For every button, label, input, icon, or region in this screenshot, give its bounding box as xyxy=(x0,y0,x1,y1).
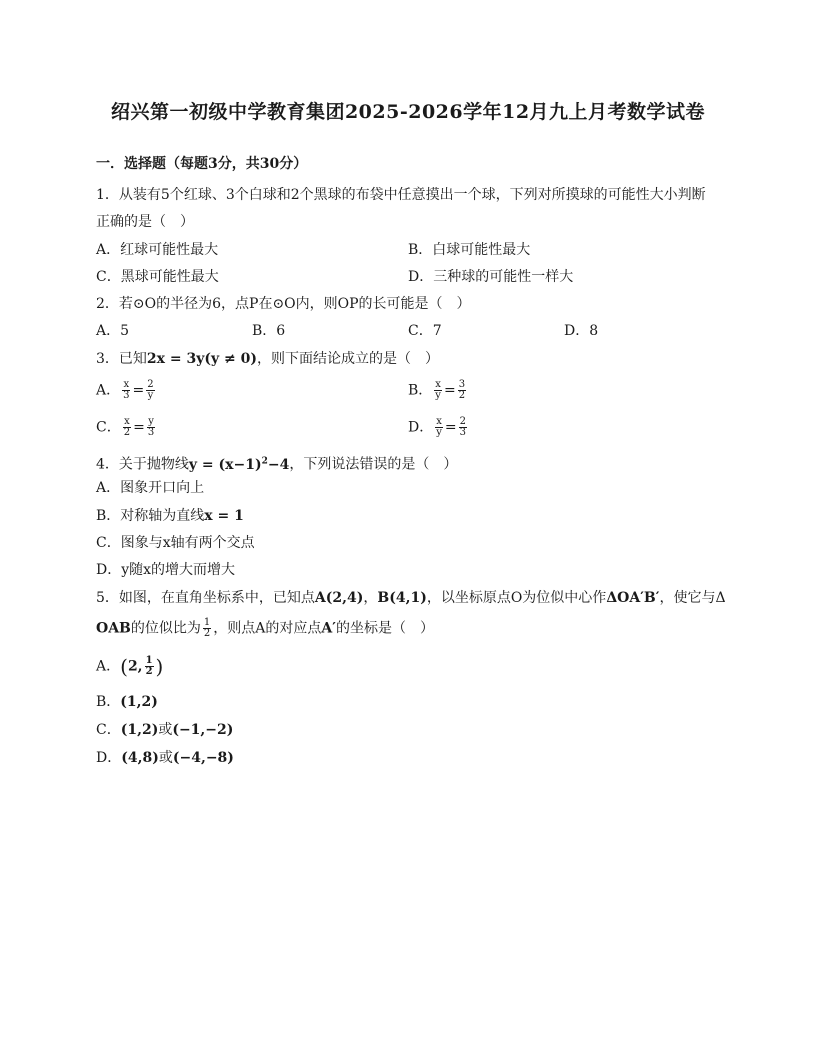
point-a: A(2,4) xyxy=(314,590,364,606)
section-heading: 一．选择题（每题3分，共30分） xyxy=(96,156,308,172)
q2-option-b: B．6 xyxy=(252,323,286,339)
q2-option-a: A．5 xyxy=(96,323,130,339)
q4-suffix: ，下列说法错误的是（ ） xyxy=(289,456,458,473)
q5-option-a-label: A． xyxy=(96,658,121,675)
q2-option-c: C．7 xyxy=(408,323,442,339)
point-a-prime: A′ xyxy=(321,620,336,637)
q1-option-b: B．白球可能性最大 xyxy=(408,242,531,258)
q5-a-fraction: $\frac{1}{2}$ xyxy=(145,655,153,677)
q3-option-a xyxy=(96,380,157,401)
point-b: B(4,1) xyxy=(377,590,427,606)
equals-sign: = xyxy=(444,419,457,436)
q3-c-right-fraction: $\frac{y}{3}$ xyxy=(147,416,155,438)
q3-option-a-label: A． xyxy=(96,382,121,399)
q3-b-left-fraction: $\frac{x}{y}$ xyxy=(435,379,441,401)
q3-c-left-fraction: $\frac{x}{2}$ xyxy=(123,416,131,438)
q4-stem xyxy=(96,451,457,475)
triangle-oa-b: ΔOA′B′ xyxy=(606,590,660,606)
equals-sign: = xyxy=(132,382,145,399)
q3-expression: 2x = 3y(y ≠ 0) xyxy=(146,351,257,367)
q4-option-b-expression: x = 1 xyxy=(204,508,244,524)
q5-option-d-label: D． xyxy=(96,750,122,766)
q3-b-right-fraction: $\frac{3}{2}$ xyxy=(458,379,466,401)
q1-option-c: C．黑球可能性最大 xyxy=(96,269,219,285)
q4-option-b-text: B．对称轴为直线 xyxy=(96,508,205,524)
q5-stem-line1: 5．如图，在直角坐标系中，已知点A(2,4)，B(4,1)，以坐标原点O为位似中心作ΔOA′B′，使它与Δ xyxy=(96,590,726,606)
equals-sign: = xyxy=(443,382,456,399)
triangle-oab: OAB xyxy=(96,620,131,637)
q1-option-d: D．三种球的可能性一样大 xyxy=(408,269,574,285)
equals-sign: = xyxy=(133,419,145,436)
q3-prefix: 3．已知 xyxy=(96,351,147,367)
q5-option-b-label: B． xyxy=(96,694,121,710)
q3-stem xyxy=(96,349,439,369)
q5-option-d: D．(4,8)或(−4,−8) xyxy=(96,750,234,766)
q4-option-c: C．图象与x轴有两个交点 xyxy=(96,535,255,551)
q4-prefix: 4．关于抛物线 xyxy=(96,456,189,473)
q3-option-b xyxy=(408,380,468,401)
exam-title: 绍兴第一初级中学教育集团2025-2026学年12月九上月考数学试卷 xyxy=(110,101,706,123)
q1-option-a: A．红球可能性最大 xyxy=(96,242,219,258)
q3-a-left-fraction: $\frac{x}{3}$ xyxy=(123,379,130,401)
q5-option-c-label: C． xyxy=(96,722,121,738)
q5-option-a: A．(2, $\frac{1}{2}$ ) xyxy=(96,654,164,679)
q3-d-right-fraction: $\frac{2}{3}$ xyxy=(459,416,466,438)
q2-option-d: D．8 xyxy=(564,323,599,339)
q4-option-a: A．图象开口向上 xyxy=(96,480,205,496)
q3-option-c xyxy=(96,417,157,438)
q3-option-b-label: B． xyxy=(408,382,433,399)
q5-stem-line2: OAB的位似比为 $\frac{1}{2}$ ，则点A的对应点A′的坐标是（ ） xyxy=(96,617,434,639)
q1-stem-line1: 1．从装有5个红球、3个白球和2个黑球的布袋中任意摸出一个球，下列对所摸球的可能性大小判断 xyxy=(96,187,706,203)
q4-option-d: D．y随x的增大而增大 xyxy=(96,562,236,578)
q2-stem: 2．若⊙O的半径为6，点P在⊙O内，则OP的长可能是（ ） xyxy=(96,296,471,312)
q3-a-right-fraction: $\frac{2}{y}$ xyxy=(147,379,154,401)
q5-option-b-expression: (1,2) xyxy=(120,694,158,710)
q3-option-c-label: C． xyxy=(96,419,121,436)
q3-suffix: ，则下面结论成立的是（ ） xyxy=(256,351,439,367)
q5-option-c: C．(1,2)或(−1,−2) xyxy=(96,722,234,738)
q3-d-left-fraction: $\frac{x}{y}$ xyxy=(436,416,442,438)
q4-expression: $y = (x-1)^2-4$ xyxy=(188,456,290,473)
q5-option-b xyxy=(96,692,158,712)
q3-option-d-label: D． xyxy=(408,419,434,436)
q3-option-d xyxy=(408,417,469,438)
ratio-fraction: $\frac{1}{2}$ xyxy=(203,617,211,639)
q1-stem-line2: 正确的是（ ） xyxy=(96,214,194,230)
q4-option-b xyxy=(96,506,244,526)
